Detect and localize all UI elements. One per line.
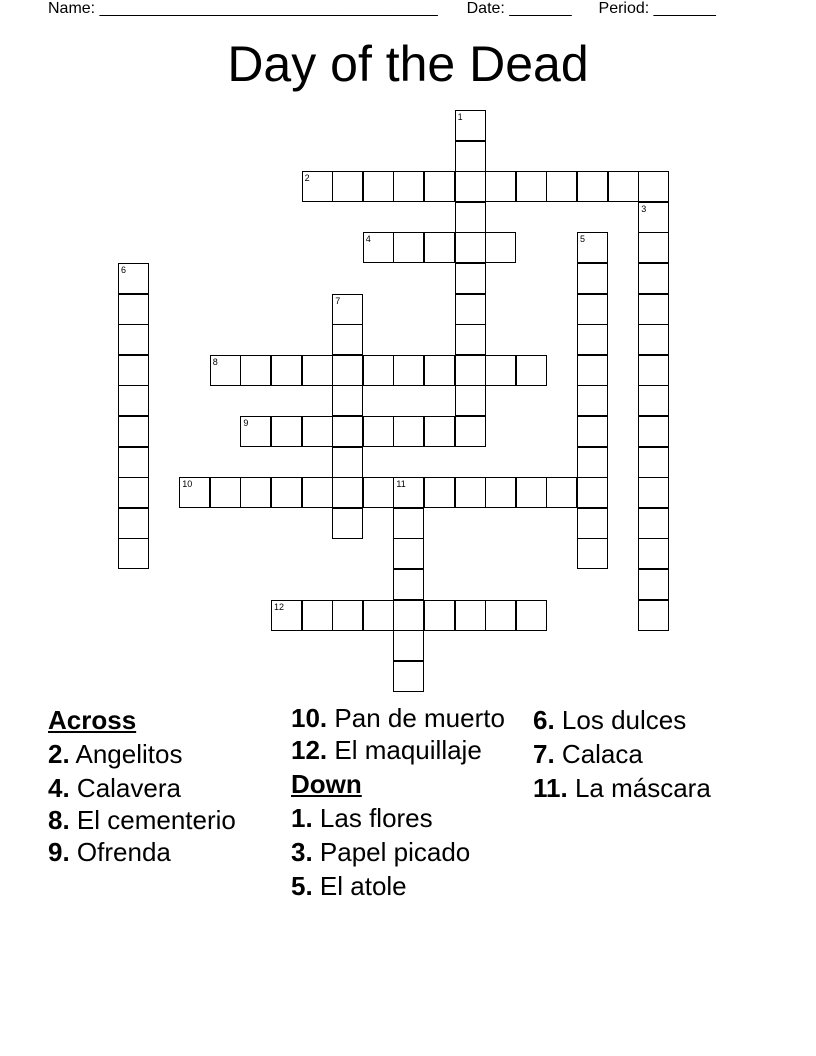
crossword-cell[interactable] <box>393 630 424 661</box>
crossword-cell[interactable] <box>424 355 455 386</box>
crossword-cell[interactable] <box>577 263 608 294</box>
crossword-cell[interactable] <box>485 232 516 263</box>
crossword-cell[interactable] <box>118 447 149 478</box>
crossword-cell[interactable] <box>393 232 424 263</box>
crossword-cell[interactable] <box>638 416 669 447</box>
crossword-cell[interactable] <box>577 355 608 386</box>
crossword-cell[interactable] <box>332 477 363 508</box>
crossword-cell[interactable] <box>455 294 486 325</box>
crossword-cell[interactable] <box>363 171 394 202</box>
crossword-cell[interactable] <box>638 447 669 478</box>
clue-number: 7 <box>335 295 341 306</box>
crossword-cell[interactable] <box>455 385 486 416</box>
crossword-cell[interactable] <box>638 263 669 294</box>
crossword-cell[interactable] <box>424 600 455 631</box>
crossword-cell[interactable] <box>210 355 241 386</box>
crossword-cell[interactable] <box>577 385 608 416</box>
clue-column-3 <box>533 704 753 806</box>
crossword-cell[interactable] <box>516 477 547 508</box>
crossword-cell[interactable] <box>210 477 241 508</box>
clue-across-9: 9. Ofrenda <box>48 837 171 867</box>
clue-number: 11 <box>396 479 406 490</box>
crossword-cell[interactable] <box>485 355 516 386</box>
clue-across-12: 12. El maquillaje <box>291 735 482 765</box>
crossword-cell[interactable] <box>302 477 333 508</box>
clue-number: 1 <box>457 112 463 122</box>
crossword-cell[interactable] <box>332 385 363 416</box>
crossword-cell[interactable] <box>455 232 486 263</box>
crossword-cell[interactable] <box>118 294 149 325</box>
crossword-cell[interactable] <box>485 477 516 508</box>
crossword-cell[interactable] <box>271 477 302 508</box>
crossword-cell[interactable] <box>393 600 424 631</box>
crossword-cell[interactable] <box>118 324 149 355</box>
crossword-cell[interactable] <box>455 141 486 172</box>
crossword-cell[interactable] <box>608 171 639 202</box>
crossword-cell[interactable] <box>332 508 363 539</box>
crossword-cell[interactable] <box>455 171 486 202</box>
crossword-cell[interactable] <box>393 477 424 508</box>
clue-column-1 <box>48 704 268 870</box>
crossword-cell[interactable] <box>118 263 149 294</box>
crossword-cell[interactable] <box>638 294 669 325</box>
crossword-cell[interactable] <box>638 385 669 416</box>
crossword-cell[interactable] <box>332 324 363 355</box>
crossword-cell[interactable] <box>393 508 424 539</box>
clue-down-11: 11. La máscara <box>533 773 711 803</box>
crossword-cell[interactable] <box>546 171 577 202</box>
crossword-cell[interactable] <box>424 232 455 263</box>
clue-number: 12 <box>274 601 285 612</box>
crossword-cell[interactable] <box>485 171 516 202</box>
crossword-cell[interactable] <box>240 355 271 386</box>
crossword-cell[interactable] <box>363 477 394 508</box>
clue-across-8: 8. El cementerio <box>48 805 236 835</box>
crossword-cell[interactable] <box>638 508 669 539</box>
clue-number: 4 <box>365 234 371 245</box>
crossword-cell[interactable] <box>638 232 669 263</box>
crossword-cell[interactable] <box>118 416 149 447</box>
crossword-cell[interactable] <box>455 324 486 355</box>
crossword-cell[interactable] <box>363 416 394 447</box>
crossword-cell[interactable] <box>393 569 424 600</box>
down-heading: Down <box>291 769 362 799</box>
clue-down-7: 7. Calaca <box>533 739 643 769</box>
clue-number: 6 <box>121 265 127 275</box>
crossword-cell[interactable] <box>302 600 333 631</box>
crossword-cell[interactable] <box>638 477 669 508</box>
clue-number: 2 <box>304 173 310 184</box>
crossword-cell[interactable] <box>455 600 486 631</box>
crossword-cell[interactable] <box>638 202 669 233</box>
crossword-cell[interactable] <box>332 416 363 447</box>
crossword-cell[interactable] <box>118 355 149 386</box>
crossword-cell[interactable] <box>638 569 669 600</box>
crossword-cell[interactable] <box>546 477 577 508</box>
clue-across-4: 4. Calavera <box>48 773 181 803</box>
crossword-cell[interactable] <box>302 416 333 447</box>
clue-across-10: 10. Pan de muerto <box>291 703 505 733</box>
crossword-cell[interactable] <box>455 416 486 447</box>
crossword-cell[interactable] <box>455 263 486 294</box>
crossword-cell[interactable] <box>363 600 394 631</box>
crossword-cell[interactable] <box>332 294 363 325</box>
crossword-cell[interactable] <box>577 171 608 202</box>
crossword-cell[interactable] <box>455 477 486 508</box>
clue-column-2 <box>291 704 511 904</box>
crossword-cell[interactable] <box>393 171 424 202</box>
crossword-cell[interactable] <box>577 324 608 355</box>
crossword-cell[interactable] <box>577 232 608 263</box>
crossword-cell[interactable] <box>393 538 424 569</box>
clue-down-6: 6. Los dulces <box>533 705 687 735</box>
crossword-cell[interactable] <box>516 355 547 386</box>
crossword-cell[interactable] <box>455 110 486 141</box>
crossword-cell[interactable] <box>271 355 302 386</box>
crossword-cell[interactable] <box>424 477 455 508</box>
crossword-cell[interactable] <box>363 355 394 386</box>
crossword-cell[interactable] <box>577 538 608 569</box>
crossword-cell[interactable] <box>577 447 608 478</box>
crossword-cell[interactable] <box>577 477 608 508</box>
name-field[interactable]: Name: ______________________________________ <box>48 0 438 17</box>
crossword-cell[interactable] <box>240 416 271 447</box>
clue-across-2: 2. Angelitos <box>48 739 183 769</box>
clue-number: 9 <box>243 418 249 428</box>
crossword-cell[interactable] <box>577 508 608 539</box>
crossword-cell[interactable] <box>332 447 363 478</box>
crossword-cell[interactable] <box>332 355 363 386</box>
crossword-cell[interactable] <box>240 477 271 508</box>
crossword-cell[interactable] <box>363 232 394 263</box>
crossword-cell[interactable] <box>393 355 424 386</box>
crossword-cell[interactable] <box>577 294 608 325</box>
crossword-cell[interactable] <box>516 171 547 202</box>
crossword-cell[interactable] <box>271 416 302 447</box>
crossword-cell[interactable] <box>118 508 149 539</box>
crossword-cell[interactable] <box>118 385 149 416</box>
clue-number: 3 <box>641 203 647 214</box>
crossword-cell[interactable] <box>179 477 210 508</box>
crossword-cell[interactable] <box>638 600 669 631</box>
crossword-cell[interactable] <box>577 416 608 447</box>
crossword-cell[interactable] <box>332 171 363 202</box>
crossword-cell[interactable] <box>638 355 669 386</box>
crossword-cell[interactable] <box>638 538 669 569</box>
crossword-cell[interactable] <box>638 324 669 355</box>
crossword-cell[interactable] <box>118 477 149 508</box>
crossword-cell[interactable] <box>302 171 333 202</box>
crossword-cell[interactable] <box>455 355 486 386</box>
crossword-cell[interactable] <box>118 538 149 569</box>
crossword-cell[interactable] <box>393 661 424 692</box>
crossword-cell[interactable] <box>638 171 669 202</box>
clue-down-3: 3. Papel picado <box>291 837 471 867</box>
crossword-cell[interactable] <box>332 600 363 631</box>
crossword-cell[interactable] <box>485 600 516 631</box>
across-heading: Across <box>48 705 137 735</box>
crossword-cell[interactable] <box>424 171 455 202</box>
crossword-cell[interactable] <box>516 600 547 631</box>
clue-number: 8 <box>212 356 218 367</box>
crossword-cell[interactable] <box>302 355 333 386</box>
crossword-cell[interactable] <box>271 600 302 631</box>
clue-down-1: 1. Las flores <box>291 803 433 833</box>
crossword-cell[interactable] <box>424 416 455 447</box>
clue-number: 10 <box>182 479 193 490</box>
date-field[interactable]: Date: _______ <box>466 0 572 17</box>
page-title: Day of the Dead <box>227 36 589 92</box>
period-field[interactable]: Period: _______ <box>598 0 716 17</box>
crossword-cell[interactable] <box>455 202 486 233</box>
clue-number: 5 <box>580 234 586 245</box>
clue-down-5: 5. El atole <box>291 871 407 901</box>
crossword-cell[interactable] <box>393 416 424 447</box>
